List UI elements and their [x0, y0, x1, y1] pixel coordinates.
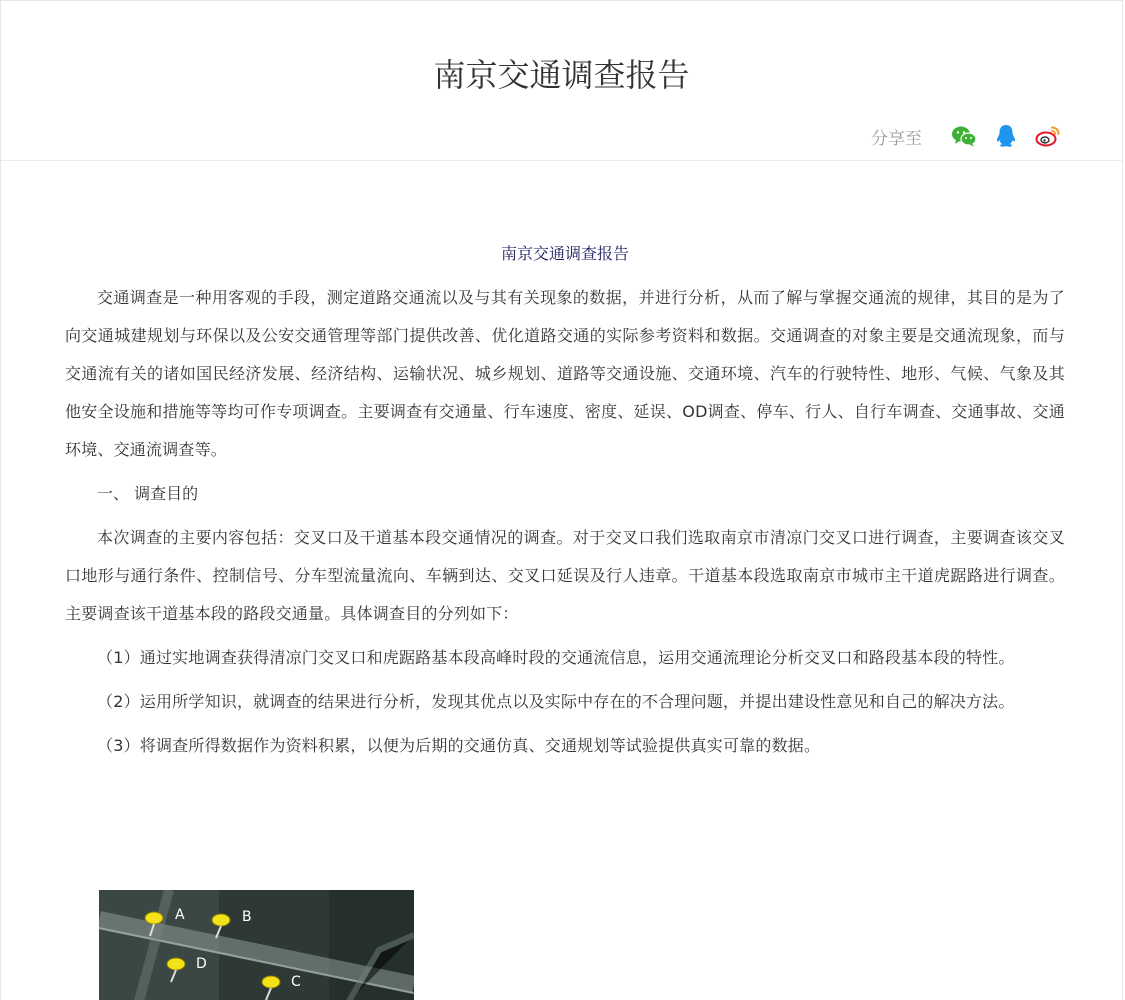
list-item: （1）通过实地调查获得清凉门交叉口和虎踞路基本段高峰时段的交通流信息，运用交通流理论分析交叉口和路段基本段的特性。	[97, 648, 1015, 667]
page-header	[1, 1, 1122, 161]
qq-icon[interactable]	[992, 122, 1020, 150]
weibo-icon[interactable]	[1034, 122, 1062, 150]
share-bar	[871, 119, 1062, 153]
satellite-map-image	[99, 890, 414, 1000]
pin-label-c: C	[291, 974, 301, 990]
pin-label-d: D	[196, 956, 207, 972]
wechat-icon[interactable]	[950, 122, 978, 150]
article-content	[65, 241, 1065, 771]
intro-paragraph: 交通调查是一种用客观的手段，测定道路交通流以及与其有关现象的数据，并进行分析，从而了解与掌握交通流的规律，其目的是为了向交通城建规划与环保以及公安交通管理等部门提供改善、优化道路交通的实际参考资料和数据。交通调查的对象主要是交通流现象，而与交通流有关的诸如国民经济发展、经济结构、运输状况、城乡规划、道路等交通设施、交通环境、汽车的行驶特性、地形、气候、气象及其他安全设施和措施等等均可作专项调查。主要调查有交通量、行车速度、密度、延误、OD调查、停车、行人、自行车调查、交通事故、交通环境、交通流调查等。	[65, 288, 1065, 459]
section-heading: 一、 调查目的	[97, 484, 199, 503]
pin-label-b: B	[242, 909, 252, 925]
article-title: 南京交通调查报告	[500, 244, 629, 263]
page-title: 南京交通调查报告	[433, 56, 690, 94]
map-graphic	[99, 890, 414, 1000]
pin-label-a: A	[175, 907, 185, 923]
share-label: 分享至	[871, 128, 922, 149]
list-item: （2）运用所学知识，就调查的结果进行分析，发现其优点以及实际中存在的不合理问题，并提出建设性意见和自己的解决方法。	[97, 692, 1015, 711]
section-body: 本次调查的主要内容包括：交叉口及干道基本段交通情况的调查。对于交叉口我们选取南京市清凉门交叉口进行调查，主要调查该交叉口地形与通行条件、控制信号、分车型流量流向、车辆到达、交叉口延误及行人违章。干道基本段选取南京市城市主干道虎踞路进行调查。主要调查该干道基本段的路段交通量。具体调查目的分列如下：	[65, 528, 1065, 623]
list-item: （3）将调查所得数据作为资料积累，以便为后期的交通仿真、交通规划等试验提供真实可靠的数据。	[97, 736, 821, 755]
